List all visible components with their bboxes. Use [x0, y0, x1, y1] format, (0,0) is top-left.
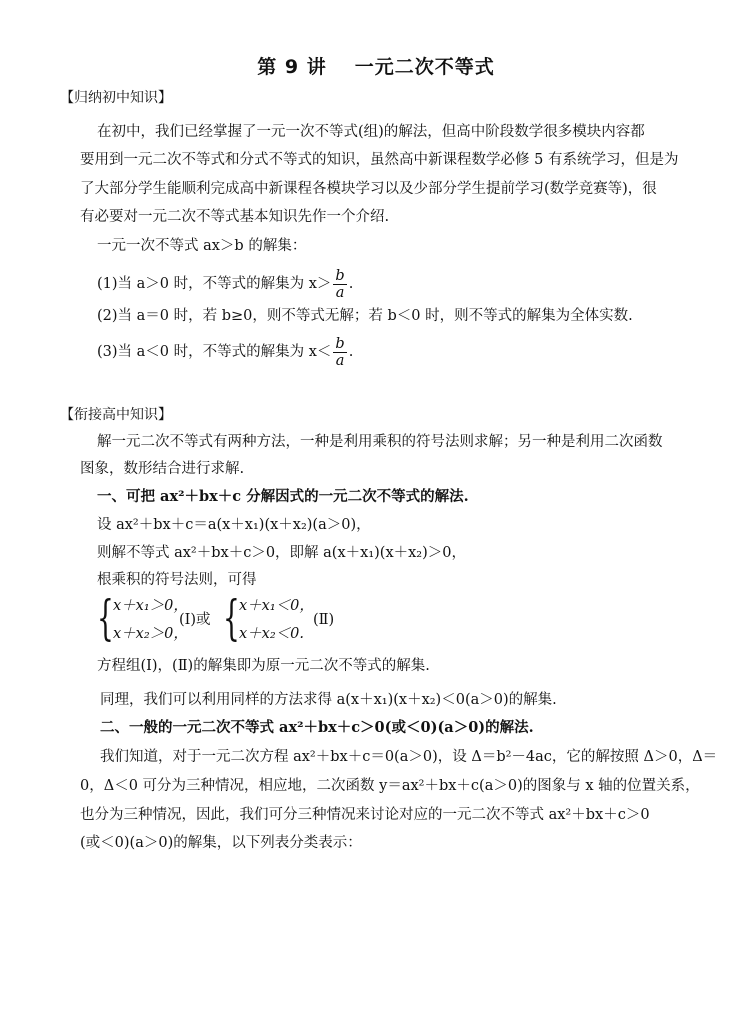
- system-2-line-1: x＋x₁＜0，: [239, 598, 314, 614]
- lesson-title: 一元二次不等式: [354, 56, 495, 78]
- system-connector: (Ⅰ)或: [179, 612, 211, 628]
- paragraph-line: 0，Δ＜0 可分为三种情况，相应地，二次函数 y＝ax²＋bx＋c(a＞0)的图象与 x 轴的位置关系，: [80, 778, 700, 794]
- lesson-number: 第 9 讲: [257, 56, 327, 78]
- paragraph-line: 也分为三种情况，因此，我们可分三种情况来讨论对应的一元二次不等式 ax²＋bx＋c＞0: [80, 807, 650, 823]
- sign-rule: 根乘积的符号法则，可得: [97, 572, 257, 588]
- part-1-title: 一、可把 ax²＋bx＋c 分解因式的一元二次不等式的解法.: [97, 488, 469, 505]
- similar-method-statement: 同理，我们可以利用同样的方法求得 a(x＋x₁)(x＋x₂)＜0(a＞0)的解集.: [100, 692, 557, 708]
- paragraph-line: (或＜0)(a＞0)的解集，以下列表分类表示：: [80, 835, 362, 851]
- paragraph-line: 要用到一元二次不等式和分式不等式的知识，虽然高中新课程数学必修 5 有系统学习，但是为: [80, 152, 679, 168]
- paragraph-line: 有必要对一元二次不等式基本知识先作一个介绍.: [80, 209, 390, 225]
- section-heading-senior: 【衔接高中知识】: [60, 407, 172, 423]
- paragraph-line: 我们知道，对于一元二次方程 ax²＋bx＋c＝0(a＞0)，设 Δ＝b²－4ac，它的解按照 Δ＞0，Δ＝: [100, 749, 718, 765]
- paragraph-line: 图象，数形结合进行求解.: [80, 461, 245, 477]
- solution-set-statement: 方程组(Ⅰ)，(Ⅱ)的解集即为原一元二次不等式的解集.: [97, 658, 430, 674]
- case-1: (1)当 a＞0 时，不等式的解集为 x＞ $\frac{b}{a}$ .: [97, 267, 354, 301]
- case-2: (2)当 a＝0 时，若 b≥0，则不等式无解；若 b＜0 时，则不等式的解集为全体实数.: [97, 308, 633, 324]
- solve-statement: 则解不等式 ax²＋bx＋c＞0，即解 a(x＋x₁)(x＋x₂)＞0，: [97, 545, 466, 561]
- system-2-line-2: x＋x₂＜0.: [239, 626, 305, 642]
- paragraph-line: 解一元二次不等式有两种方法，一种是利用乘积的符号法则求解；另一种是利用二次函数: [97, 434, 663, 450]
- section-heading-junior: 【归纳初中知识】: [60, 90, 172, 106]
- left-brace-1: {: [97, 590, 114, 646]
- fraction-b-over-a: $\frac{b}{a}$: [335, 267, 345, 301]
- case-3: (3)当 a＜0 时，不等式的解集为 x＜ $\frac{b}{a}$ .: [97, 335, 354, 369]
- fraction-b-over-a: $\frac{b}{a}$: [335, 335, 345, 369]
- system-1-line-1: x＋x₁＞0，: [113, 598, 188, 614]
- paragraph-line: 了大部分学生能顺利完成高中新课程各模块学习以及少部分学生提前学习(数学竞赛等)，很: [80, 181, 657, 197]
- part-2-title: 二、一般的一元二次不等式 ax²＋bx＋c＞0(或＜0)(a＞0)的解法.: [100, 719, 534, 736]
- system-1-line-2: x＋x₂＞0，: [113, 626, 188, 642]
- page-title: [0, 52, 752, 79]
- system-2-label: (Ⅱ): [313, 612, 335, 628]
- paragraph-line: 在初中，我们已经掌握了一元一次不等式(组)的解法，但高中阶段数学很多模块内容都: [97, 124, 645, 140]
- left-brace-2: {: [223, 590, 240, 646]
- factor-setup: 设 ax²＋bx＋c＝a(x＋x₁)(x＋x₂)(a＞0)，: [97, 517, 371, 533]
- linear-inequality-intro: 一元一次不等式 ax＞b 的解集：: [97, 238, 307, 254]
